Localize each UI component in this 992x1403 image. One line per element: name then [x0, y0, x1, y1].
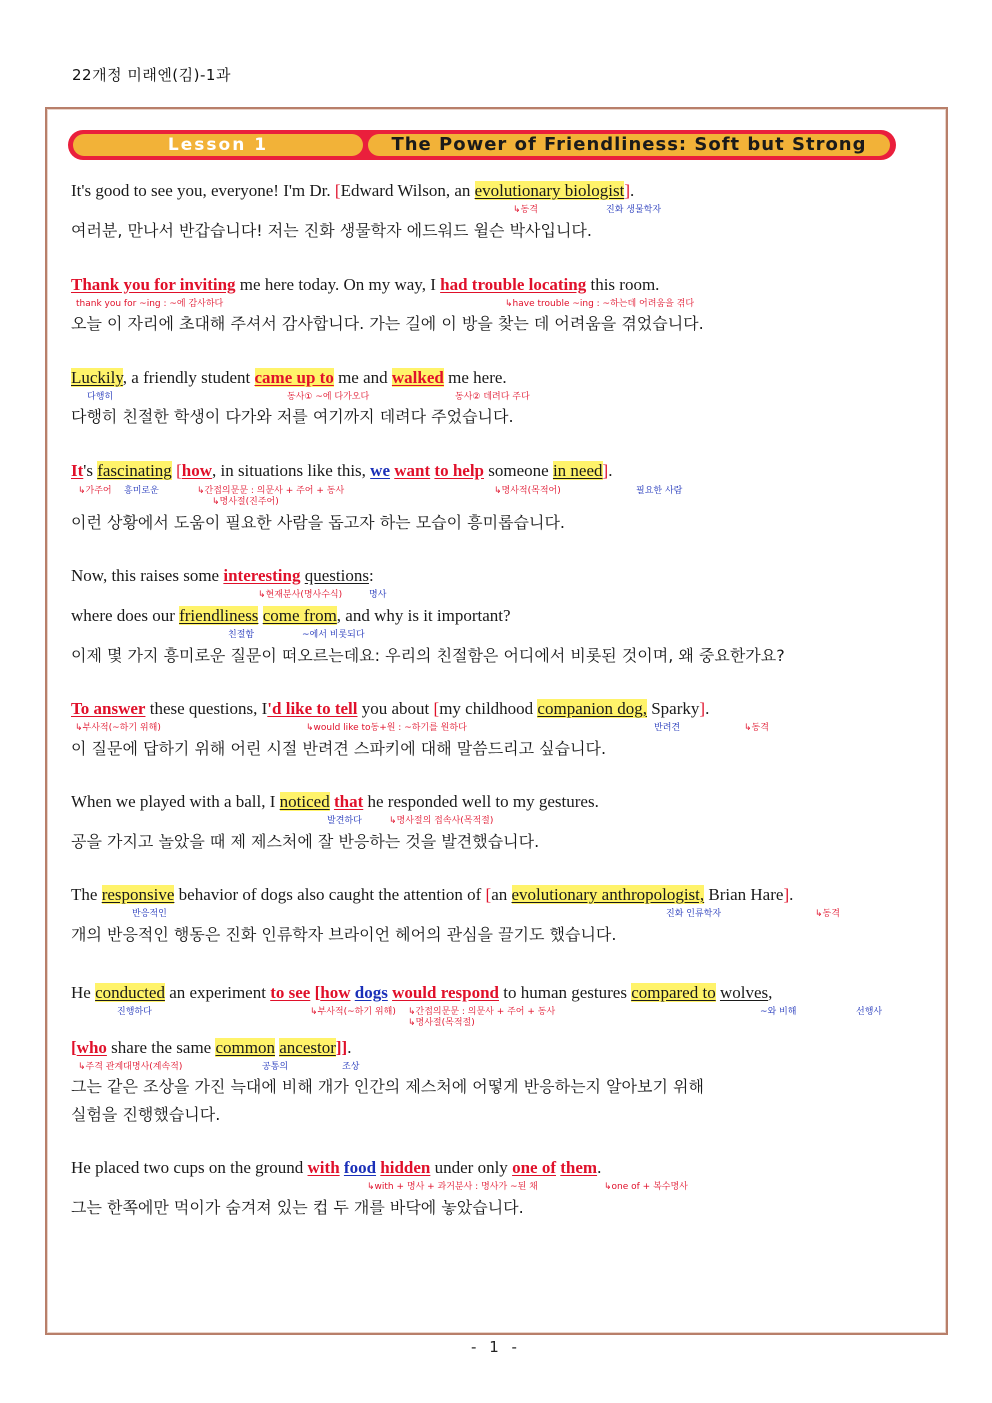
- annotation: ↳명사적(목적어): [494, 486, 561, 496]
- annotation: 진화 인류학자: [666, 909, 722, 919]
- lesson-title: The Power of Friendliness: Soft but Strong: [368, 134, 890, 156]
- annotation: ~와 비해: [760, 1007, 797, 1017]
- sentence-3: Luckily, a friendly student came up to me and walked me here.: [71, 368, 507, 387]
- annotation: 친절함: [228, 630, 255, 640]
- translation-1: 여러분, 만나서 반갑습니다! 저는 진화 생물학자 에드워드 윌슨 박사입니다.: [71, 221, 592, 240]
- translation-5: 이제 몇 가지 흥미로운 질문이 떠오르는데요: 우리의 친절함은 어디에서 비롯된 것이며, 왜 중요한가요?: [71, 646, 785, 665]
- translation-7: 공을 가지고 놀았을 때 제 제스처에 잘 반응하는 것을 발견했습니다.: [71, 832, 540, 851]
- annotation: ~에서 비롯되다: [302, 630, 365, 640]
- lesson-label: Lesson 1: [73, 134, 363, 156]
- sentence-6: To answer these questions, I'd like to tell you about [my childhood companion dog, Sparky].: [71, 699, 710, 718]
- lesson-banner: [68, 130, 896, 160]
- annotation: 다행히: [87, 392, 114, 402]
- page-number: - 1 -: [471, 1338, 521, 1356]
- translation-9a: 그는 같은 조상을 가진 늑대에 비해 개가 인간의 제스처에 어떻게 반응하는지 알아보기 위해: [71, 1077, 704, 1096]
- sentence-9a: He conducted an experiment to see [how dogs would respond to human gestures compared to wolves,: [71, 983, 773, 1002]
- sentence-1: It's good to see you, everyone! I'm Dr. [Edward Wilson, an evolutionary biologist].: [71, 181, 635, 200]
- annotation: ↳동격: [513, 205, 538, 215]
- document-header: 22개정 미래엔(김)-1과: [72, 66, 231, 84]
- annotation: 필요한 사람: [636, 486, 683, 496]
- translation-2: 오늘 이 자리에 초대해 주셔서 감사합니다. 가는 길에 이 방을 찾는 데 어려움을 겪었습니다.: [71, 314, 704, 333]
- annotation: ↳가주어: [78, 486, 112, 496]
- annotation: 반려견: [654, 723, 681, 733]
- annotation: 동사② 데려다 주다: [455, 392, 530, 402]
- annotation: ↳간접의문문 : 의문사 + 주어 + 동사: [197, 486, 345, 496]
- annotation: ↳have trouble ~ing : ~하는데 어려움을 겪다: [505, 299, 695, 309]
- translation-10: 그는 한쪽에만 먹이가 숨겨져 있는 컵 두 개를 바닥에 놓았습니다.: [71, 1198, 524, 1217]
- annotation: 선행사: [856, 1007, 883, 1017]
- sentence-8: The responsive behavior of dogs also caught the attention of [an evolutionary anthropologist, Brian Hare].: [71, 885, 794, 904]
- translation-3: 다행히 친절한 학생이 다가와 저를 여기까지 데려다 주었습니다.: [71, 407, 514, 426]
- annotation: ↳would like to동+원 : ~하기를 원하다: [306, 723, 467, 733]
- annotation: ↳명사절의 접속사(목적절): [389, 816, 494, 826]
- annotation: ↳현재분사(명사수식): [258, 590, 343, 600]
- annotation: 공통의: [262, 1062, 289, 1072]
- annotation: 조상: [342, 1062, 360, 1072]
- annotation: ↳명사절(진주어): [212, 497, 279, 507]
- translation-6: 이 질문에 답하기 위해 어린 시절 반려견 스파키에 대해 말씀드리고 싶습니다.: [71, 739, 607, 758]
- annotation: 반응적인: [132, 909, 167, 919]
- annotation: ↳간접의문문 : 의문사 + 주어 + 동사: [408, 1007, 556, 1017]
- annotation: ↳with + 명사 + 과거분사 : 명사가 ~된 채: [367, 1182, 538, 1192]
- sentence-9b: [who share the same common ancestor]].: [71, 1038, 352, 1057]
- annotation: ↳동격: [815, 909, 840, 919]
- sentence-10: He placed two cups on the ground with food hidden under only one of them.: [71, 1158, 602, 1177]
- annotation: 발견하다: [327, 816, 362, 826]
- sentence-5a: Now, this raises some interesting questions:: [71, 566, 374, 585]
- annotation: thank you for ~ing : ~에 감사하다: [76, 299, 224, 309]
- annotation: 진화 생물학자: [606, 205, 662, 215]
- translation-4: 이런 상황에서 도움이 필요한 사람을 돕고자 하는 모습이 흥미롭습니다.: [71, 513, 565, 532]
- translation-9b: 실험을 진행했습니다.: [71, 1105, 221, 1124]
- translation-8: 개의 반응적인 행동은 진화 인류학자 브라이언 헤어의 관심을 끌기도 했습니다.: [71, 925, 617, 944]
- annotation: ↳동격: [744, 723, 769, 733]
- sentence-2: Thank you for inviting me here today. On my way, I had trouble locating this room.: [71, 275, 660, 294]
- sentence-5b: where does our friendliness come from, and why is it important?: [71, 606, 511, 625]
- annotation: ↳one of + 복수명사: [604, 1182, 688, 1192]
- annotation: ↳부사적(~하기 위해): [310, 1007, 396, 1017]
- annotation: 진행하다: [117, 1007, 152, 1017]
- annotation: 명사: [369, 590, 387, 600]
- annotation: 동사① ~에 다가오다: [287, 392, 370, 402]
- annotation: ↳명사절(목적절): [408, 1018, 475, 1028]
- annotation: ↳부사적(~하기 위해): [75, 723, 161, 733]
- annotation: ↳주격 관계대명사(계속적): [78, 1062, 183, 1072]
- annotation: 흥미로운: [124, 486, 159, 496]
- sentence-7: When we played with a ball, I noticed that he responded well to my gestures.: [71, 792, 599, 811]
- sentence-4: It's fascinating [how, in situations like this, we want to help someone in need].: [71, 461, 613, 480]
